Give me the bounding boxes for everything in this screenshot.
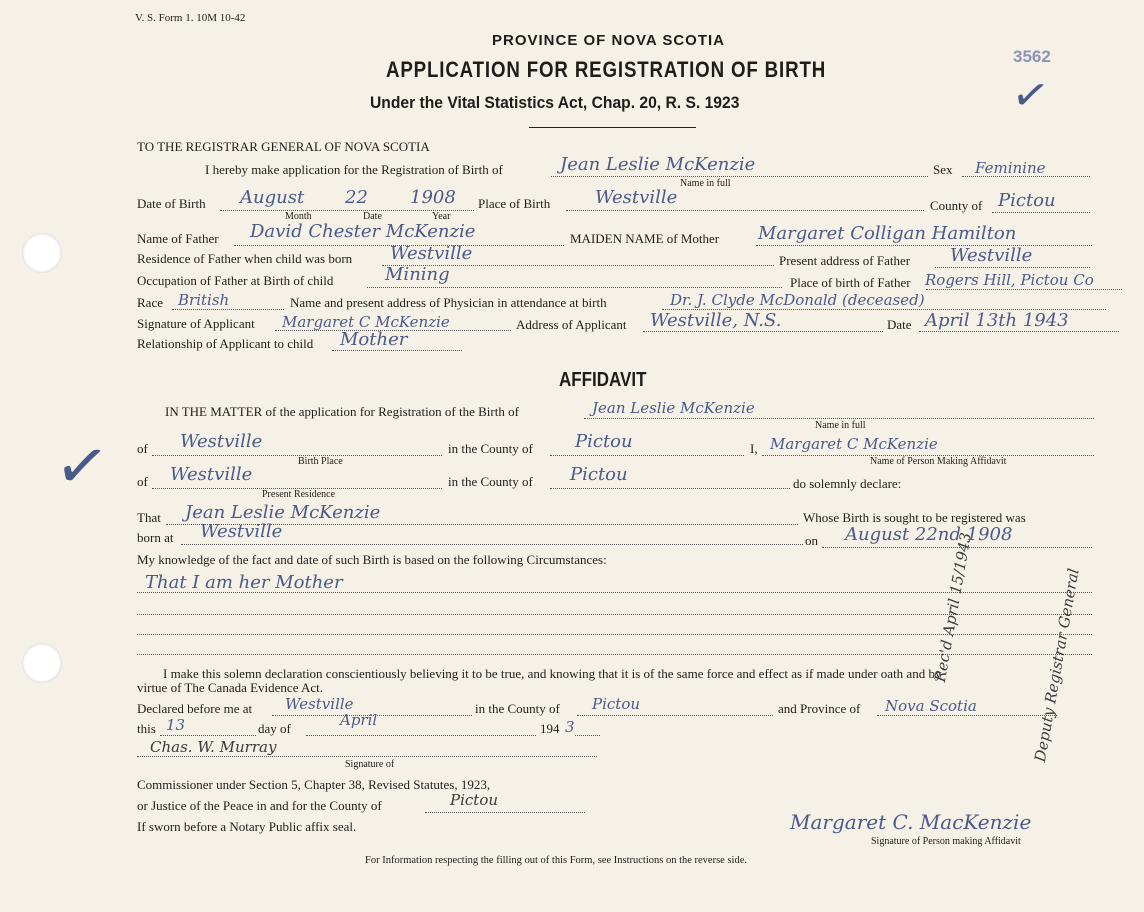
province-value: Nova Scotia [885, 697, 977, 715]
dob-date: 22 [345, 187, 368, 208]
race-label: Race [137, 295, 163, 310]
county-of-label-2: in the County of [448, 474, 533, 489]
month-line [306, 735, 536, 736]
addr-applicant-value: Westville, N.S. [650, 310, 782, 331]
date-caption: Date [363, 211, 382, 222]
declare-text: do solemnly declare: [793, 476, 902, 491]
maiden-label: MAIDEN NAME of Mother [570, 231, 720, 246]
county-value: Pictou [998, 190, 1056, 211]
month-caption: Month [285, 211, 312, 222]
solemn-line-1: I make this solemn declaration conscientiously believing it to be true, and knowing that it is of the same force and effect as if made under oath and by [163, 666, 942, 681]
title-rule [529, 127, 696, 128]
relationship-value: Mother [340, 329, 408, 350]
matter-line [584, 418, 1094, 419]
birthplace-value: Westville [180, 431, 263, 452]
to-registrar: TO THE REGISTRAR GENERAL OF NOVA SCOTIA [137, 139, 430, 154]
affidavit-heading: AFFIDAVIT [559, 369, 647, 391]
that-name: Jean Leslie McKenzie [185, 502, 381, 523]
sex-label: Sex [933, 162, 953, 177]
affiant-signature: Margaret C. MacKenzie [790, 810, 1032, 834]
residence-caption: Present Residence [262, 489, 336, 500]
i-label: I, [750, 441, 758, 456]
footer-note: For Information respecting the filling out of this Form, see Instructions on the reverse side. [365, 855, 748, 866]
father-label: Name of Father [137, 231, 219, 246]
solemn-line-2: virtue of The Canada Evidence Act. [137, 680, 324, 695]
county2-value: Pictou [570, 464, 628, 485]
present-addr-line [935, 267, 1090, 268]
deputy-registrar-signature: Deputy Registrar General [1030, 567, 1083, 764]
residence-value: Westville [170, 464, 253, 485]
date-line [919, 331, 1119, 332]
file-number-stamp: 3562 [1013, 47, 1051, 66]
received-note: Rec'd April 15/1943 [930, 531, 975, 684]
form-subtitle: Under the Vital Statistics Act, Chap. 20, R. S. 1923 [370, 93, 740, 112]
check-mark-icon: ✓ [1007, 67, 1054, 124]
day-of-label: day of [258, 721, 291, 736]
signature-of-caption: Signature of [345, 759, 395, 770]
declared-label: Declared before me at [137, 701, 253, 716]
place-line [566, 210, 924, 211]
physician-label: Name and present address of Physician in attendance at birth [290, 295, 607, 310]
maiden-line [756, 245, 1092, 246]
born-at-label: born at [137, 530, 174, 545]
date-label: Date [887, 317, 912, 332]
occupation-line [367, 287, 782, 288]
day-value: 13 [166, 716, 186, 734]
pob-father-value: Rogers Hill, Pictou Co [925, 271, 1094, 289]
present-addr-value: Westville [950, 245, 1033, 266]
county-line [992, 212, 1090, 213]
margin-check-mark-icon: ✓ [50, 426, 114, 508]
intro-label: I hereby make application for the Registration of Birth of [205, 162, 503, 177]
affiant-caption: Name of Person Making Affidavit [870, 456, 1007, 467]
born-at-line [181, 544, 803, 545]
physician-value: Dr. J. Clyde McDonald (deceased) [670, 291, 925, 309]
of-label-2: of [137, 474, 148, 489]
res-father-label: Residence of Father when child was born [137, 251, 353, 266]
date-value: April 13th 1943 [925, 310, 1069, 331]
declared-county-line [577, 715, 773, 716]
dob-label: Date of Birth [137, 196, 206, 211]
of-label-1: of [137, 441, 148, 456]
maiden-value: Margaret Colligan Hamilton [758, 223, 1017, 244]
commissioner-text: Commissioner under Section 5, Chapter 38, Revised Statutes, 1923, [137, 777, 491, 792]
this-label: this [137, 721, 156, 736]
declared-county-label: in the County of [475, 701, 560, 716]
father-value: David Chester McKenzie [250, 221, 476, 242]
justice-county-value: Pictou [450, 791, 499, 809]
birthplace-caption: Birth Place [298, 456, 343, 467]
sig-applicant-value: Margaret C McKenzie [282, 313, 450, 331]
year-suffix: 3 [565, 718, 575, 736]
that-label: That [137, 510, 161, 525]
county1-value: Pictou [575, 431, 633, 452]
sig-applicant-label: Signature of Applicant [137, 316, 255, 331]
year-prefix: 194 [540, 721, 560, 736]
form-code: V. S. Form 1. 10M 10-42 [135, 12, 246, 24]
whose-text: Whose Birth is sought to be registered was [803, 510, 1026, 525]
pob-father-label: Place of birth of Father [790, 275, 911, 290]
knowledge-text: My knowledge of the fact and date of such Birth is based on the following Circumstances: [137, 552, 607, 567]
circumstance-value: That I am her Mother [145, 572, 343, 593]
on-date-value: August 22nd 1908 [845, 524, 1013, 545]
declared-county-value: Pictou [592, 695, 641, 713]
on-label: on [805, 533, 818, 548]
res-father-value: Westville [390, 243, 473, 264]
birthplace-line [152, 455, 442, 456]
province-label: and Province of [778, 701, 861, 716]
justice-county-line [425, 812, 585, 813]
county1-line [550, 455, 744, 456]
relationship-line [332, 350, 462, 351]
born-at-value: Westville [200, 521, 283, 542]
present-addr-label: Present address of Father [779, 253, 911, 268]
sex-value: Feminine [975, 159, 1046, 177]
notary-text: If sworn before a Notary Public affix seal. [137, 819, 357, 834]
dob-year: 1908 [410, 187, 456, 208]
dob-month: August [240, 187, 305, 208]
year-line [575, 735, 600, 736]
child-name-caption: Name in full [680, 178, 731, 189]
occupation-value: Mining [385, 264, 450, 285]
month-value: April [340, 711, 378, 729]
addr-applicant-label: Address of Applicant [516, 317, 627, 332]
place-value: Westville [595, 187, 678, 208]
commissioner-signature: Chas. W. Murray [150, 738, 277, 756]
race-value: British [178, 291, 230, 309]
matter-name-caption: Name in full [815, 420, 866, 431]
justice-text: or Justice of the Peace in and for the County of [137, 798, 382, 813]
county-of-label-1: in the County of [448, 441, 533, 456]
matter-name: Jean Leslie McKenzie [592, 399, 755, 417]
matter-label: IN THE MATTER of the application for Registration of the Birth of [165, 404, 519, 419]
province-heading: PROVINCE OF NOVA SCOTIA [492, 32, 726, 49]
affiant-value: Margaret C McKenzie [770, 435, 938, 453]
punch-hole-bottom [22, 643, 62, 683]
relationship-label: Relationship of Applicant to child [137, 336, 314, 351]
form-title: APPLICATION FOR REGISTRATION OF BIRTH [386, 57, 827, 82]
punch-hole-top [22, 233, 62, 273]
place-label: Place of Birth [478, 196, 551, 211]
county-label: County of [930, 198, 983, 213]
child-name-value: Jean Leslie McKenzie [560, 154, 756, 175]
affiant-signature-caption: Signature of Person making Affidavit [871, 836, 1021, 847]
addr-applicant-line [643, 331, 883, 332]
year-caption: Year [432, 211, 451, 222]
occupation-label: Occupation of Father at Birth of child [137, 273, 334, 288]
declared-at-value: Westville [285, 695, 354, 713]
county2-line [550, 488, 790, 489]
child-name-line [551, 176, 928, 177]
day-line [160, 735, 256, 736]
